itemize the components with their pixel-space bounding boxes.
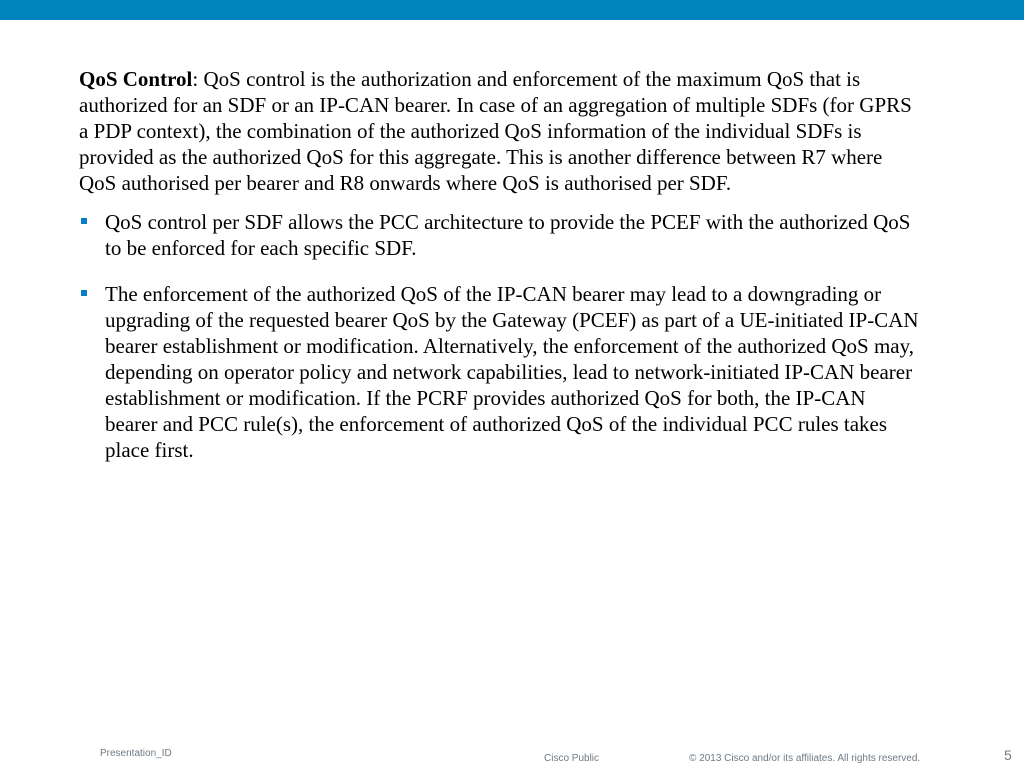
footer-presentation-id: Presentation_ID bbox=[100, 748, 172, 759]
page-number: 5 bbox=[1004, 747, 1012, 763]
slide-content bbox=[79, 66, 919, 483]
footer-copyright: © 2013 Cisco and/or its affiliates. All rights reserved. bbox=[689, 753, 921, 764]
bullet-text: QoS control per SDF allows the PCC architecture to provide the PCEF with the authorized QoS to be enforced for each specific SDF. bbox=[105, 210, 911, 260]
bullet-text: The enforcement of the authorized QoS of the IP-CAN bearer may lead to a downgrading or upgrading of the requested bearer QoS by the Gateway (PCEF) as part of a UE-initiated IP-CAN bearer establishment or modification. Alternatively, the enforcement of the authorized QoS may, depending on operator policy and network capabilities, lead to network-initiated IP-CAN bearer establishment or modification. If the PCRF provides authorized QoS for both, the IP-CAN bearer and PCC rule(s), the enforcement of authorized QoS of the individual PCC rules takes place first. bbox=[105, 282, 919, 462]
bullet-list bbox=[79, 209, 919, 463]
square-bullet-icon bbox=[81, 290, 87, 296]
bullet-item bbox=[79, 281, 919, 463]
footer-classification: Cisco Public bbox=[544, 753, 600, 764]
bullet-item bbox=[79, 209, 919, 261]
intro-term: QoS Control bbox=[79, 67, 193, 91]
top-accent-bar bbox=[0, 0, 1024, 20]
intro-paragraph bbox=[79, 66, 919, 196]
intro-text: : QoS control is the authorization and enforcement of the maximum QoS that is authorized for an SDF or an IP-CAN bearer. In case of an aggregation of multiple SDFs (for GPRS a PDP context), the combination of the authorized QoS information of the individual SDFs is provided as the authorized QoS for this aggregate. This is another difference between R7 where QoS authorised per bearer and R8 onwards where QoS is authorised per SDF. bbox=[79, 67, 912, 195]
square-bullet-icon bbox=[81, 218, 87, 224]
